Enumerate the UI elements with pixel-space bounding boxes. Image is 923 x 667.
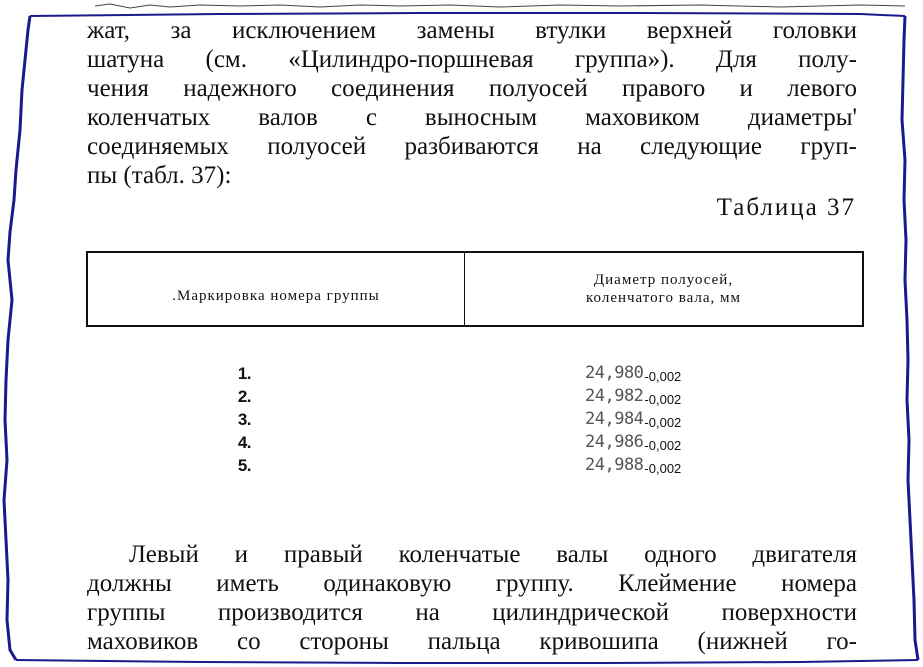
text-line: Левый и правый коленчатые валы одного двигателя	[129, 541, 857, 568]
text-line: шатуна (см. «Цилиндро-поршневая группа»). Для полу-	[87, 46, 857, 73]
table-row	[0, 454, 923, 477]
diameter-value	[585, 408, 681, 431]
diameter-base: 24,982	[585, 386, 644, 406]
header-group-marking	[88, 253, 465, 325]
diameter-base: 24,986	[585, 432, 644, 452]
header-diameter	[465, 253, 862, 325]
group-number: 4.	[237, 433, 251, 452]
diameter-base: 24,984	[585, 409, 644, 429]
group-number: 3.	[237, 410, 251, 429]
group-number: 5.	[237, 456, 251, 475]
table-row	[0, 408, 923, 431]
diameter-tolerance: -0,002	[644, 392, 682, 407]
group-number: 1.	[237, 364, 251, 383]
diameter-value	[585, 362, 681, 385]
text-line: чения надежного соединения полуосей правого и левого	[87, 75, 857, 102]
text-line: маховиков со стороны пальца кривошипа (нижней го-	[87, 628, 857, 655]
text-line: должны иметь одинаковую группу. Клеймение номера	[87, 570, 857, 597]
diameter-tolerance: -0,002	[644, 461, 682, 476]
group-number: 2.	[237, 387, 251, 406]
table-row	[0, 385, 923, 408]
text-line: пы (табл. 37):	[87, 162, 232, 189]
diameter-value	[585, 385, 681, 408]
table-header	[86, 251, 864, 327]
diameter-base: 24,988	[585, 455, 644, 475]
table-body	[0, 362, 923, 477]
paragraph-top	[87, 16, 857, 190]
diameter-tolerance: -0,002	[644, 369, 682, 384]
header-group-marking-label: .Маркировка номера группы	[172, 288, 380, 304]
diameter-value	[585, 454, 681, 477]
diameter-value	[585, 431, 681, 454]
diameter-base: 24,980	[585, 363, 644, 383]
text-line: соединяемых полуосей разбиваются на следующие груп-	[87, 133, 857, 160]
table-row	[0, 362, 923, 385]
text-line: группы производится на цилиндрической поверхности	[87, 599, 857, 626]
header-diameter-line2: коленчатого вала, мм	[586, 290, 741, 306]
diameter-tolerance: -0,002	[644, 415, 682, 430]
header-diameter-line1: Диаметр полуосей,	[593, 272, 734, 288]
paragraph-bottom	[87, 540, 857, 656]
table-caption: Таблица 37	[716, 194, 856, 221]
table-row	[0, 431, 923, 454]
diameter-tolerance: -0,002	[644, 438, 682, 453]
text-line: жат, за исключением замены втулки верхней головки	[87, 17, 857, 44]
text-line: коленчатых валов с выносным маховиком диаметры'	[87, 104, 857, 131]
